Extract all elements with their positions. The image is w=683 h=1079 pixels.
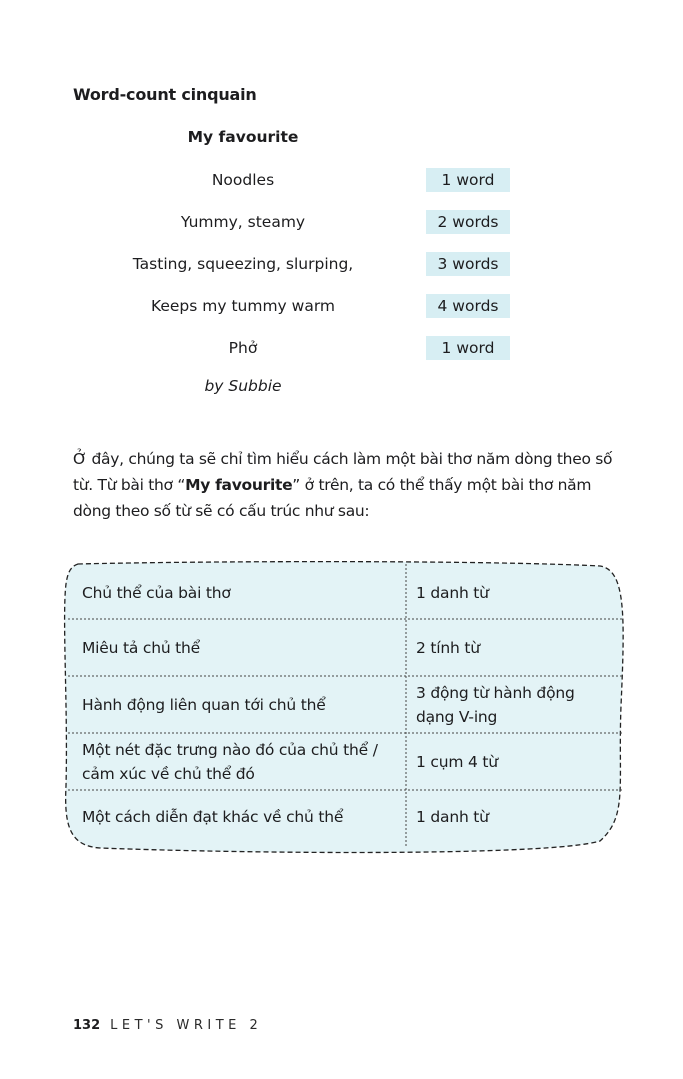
table-cell-line-2: Miêu tả chủ thể [82,638,201,657]
poem-line-3: Tasting, squeezing, slurping, [132,255,354,273]
poem-line-5: Phở [228,339,258,357]
word-count-tag-4: 4 words [426,294,510,318]
poem-line-4: Keeps my tummy warm [150,297,336,315]
explanation-paragraph [73,446,618,524]
table-cell-form-1: 1 danh từ [416,583,489,602]
table-cell-form-4: 1 cụm 4 từ [416,752,498,771]
table-cell-line-5: Một cách diễn đạt khác về chủ thể [82,808,344,826]
section-title: Word-count cinquain [73,85,257,104]
word-count-tag-2: 2 words [426,210,510,234]
table-cell-form-5: 1 danh từ [416,808,489,826]
table-cell-line-3: Hành động liên quan tới chủ thể [82,695,326,714]
page-footer [73,1018,262,1033]
paragraph-text-before: Ở đây, chúng ta sẽ chỉ tìm hiểu cách làm một bài thơ năm dòng theo số từ. Từ bài thơ “ [73,450,613,494]
poem-line-1: Noodles [211,171,275,189]
paragraph-text-after: ” ở trên, ta có thể thấy một bài thơ năm dòng theo số từ sẽ có cấu trúc như sau: [73,476,592,520]
poem-title: My favourite [187,128,299,146]
word-count-tag-5: 1 word [426,336,510,360]
structure-table [60,556,626,856]
poem-author: by Subbie [204,377,282,395]
word-count-tag-3: 3 words [426,252,510,276]
table-cell-form-2: 2 tính từ [416,638,480,657]
book-title: LET'S WRITE 2 [110,1018,263,1033]
table-cell-line-4: Một nét đặc trưng nào đó của chủ thể / cảm xúc về chủ thể đó [82,740,378,783]
table-cell-form-3: 3 động từ hành động dạng V-ing [416,683,575,726]
paragraph-bold-title: My favourite [185,476,293,494]
word-count-tag-1: 1 word [426,168,510,192]
poem-line-2: Yummy, steamy [180,213,306,231]
page-number: 132 [73,1018,101,1033]
table-cell-line-1: Chủ thể của bài thơ [82,583,231,602]
